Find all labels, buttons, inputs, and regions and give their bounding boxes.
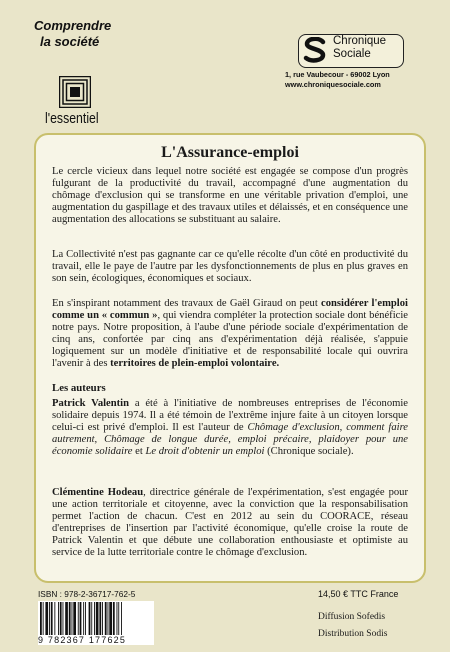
price: 14,50 € TTC France — [318, 589, 399, 599]
author-1-text-3: (Chronique sociale). — [264, 445, 354, 457]
publisher-street: 1, rue Vaubecour - 69002 Lyon — [285, 70, 390, 79]
author-1-books: Chômage d'exclusion, comment faire autrement, Chômage de longue durée, emploi précaire, plaidoyer pour une économie solidaire — [52, 421, 409, 457]
paragraph-2-text: La Collectivité n'est pas gagnante car ce qu'elle récolte d'un côté en productivité du travail, elle le paye de l'autre par les dysfonctionnements de plus en plus graves en son sein, écologiques, économiques et sociaux. — [52, 249, 408, 284]
author-2-bio — [52, 487, 408, 558]
publisher-logo-icon — [303, 37, 327, 63]
paragraph-1-text: Le cercle vicieux dans lequel notre société est engagée se compose d'un progrès fulgurant de la productivité du travail, accompagné d'une augmentation du chômage d'exclusion qui se transforme en une véritable privation d'emploi, une augmentation du gaspillage et des travaux utiles et délaissés, et en conséquence une augmentation des allocations se substituant au salaire. — [52, 166, 408, 225]
publisher-name-line-2: Sociale — [333, 48, 371, 60]
series-line-1: Comprendre — [34, 18, 112, 33]
barcode-number: 9 782367 177625 — [38, 635, 154, 645]
author-1-book-last: Le droit d'obtenir un emploi — [145, 445, 265, 457]
isbn: ISBN : 978-2-36717-762-5 — [38, 589, 136, 599]
summary-paragraph-1 — [52, 166, 408, 226]
author-1-text-2: et — [132, 445, 146, 457]
author-2-text: , directrice générale de l'expérimentation, s'est engagée pour une action territoriale et citoyenne, avec la conviction que la responsabilisation permet l'action de chacun. C'est en 2012 au sein du COORACE, réseau d'entreprises de l'insertion par l'activité économique, qu'elle croise la route de Patrick Valentin et que débute une collaboration enthousiaste et optimiste au service de la lutte territoriale contre le chômage d'exclusion. — [52, 487, 408, 558]
distribution: Distribution Sodis — [318, 629, 388, 639]
author-2-name: Clémentine Hodeau — [52, 487, 144, 498]
series-logo-icon — [59, 76, 91, 108]
publisher-name — [333, 35, 386, 61]
paragraph-3-text-a: En s'inspirant notamment des travaux de Gaël Giraud on peut — [52, 298, 321, 309]
author-1-name: Patrick Valentin — [52, 398, 130, 409]
author-1-text-1: a été à l'initiative de nombreuses entreprises de l'économie solidaire depuis 1974. Il a été témoin de l'extrême injure faite à un citoyen lorsque celui-ci est privé d'emploi. Il est l'auteur de — [52, 398, 408, 433]
summary-paragraph-2 — [52, 249, 408, 285]
publisher-address — [285, 70, 390, 90]
book-title: L'Assurance-emploi — [161, 144, 299, 161]
paragraph-3-emphasis-commun: considérer l'emploi comme un « commun » — [52, 298, 408, 321]
series-title — [34, 18, 134, 50]
authors-heading: Les auteurs — [52, 382, 106, 394]
barcode-icon — [38, 601, 154, 635]
series-line-2: la société — [40, 34, 100, 49]
publisher-name-line-1: Chronique — [333, 35, 387, 47]
series-name: l'essentiel — [45, 110, 99, 127]
paragraph-3-text-c: , qui viendra compléter la protection sociale dont bénéficie notre pays. Notre proposition, à l'aube d'une période sociale d'expérimentation de cinq ans, confortée par cinq ans d'expérimentation déjà réalisée, s'appuie logiquement sur un modèle d'initiative et de responsabilité locale qui ouvrira l'avenir à des — [52, 309, 408, 369]
publisher-website: www.chroniquesociale.com — [285, 80, 381, 89]
author-1-bio — [52, 398, 408, 458]
paragraph-3-emphasis-territoires: territoires de plein-emploi volontaire. — [110, 357, 280, 369]
diffusion: Diffusion Sofedis — [318, 612, 386, 622]
summary-paragraph-3 — [52, 298, 408, 369]
